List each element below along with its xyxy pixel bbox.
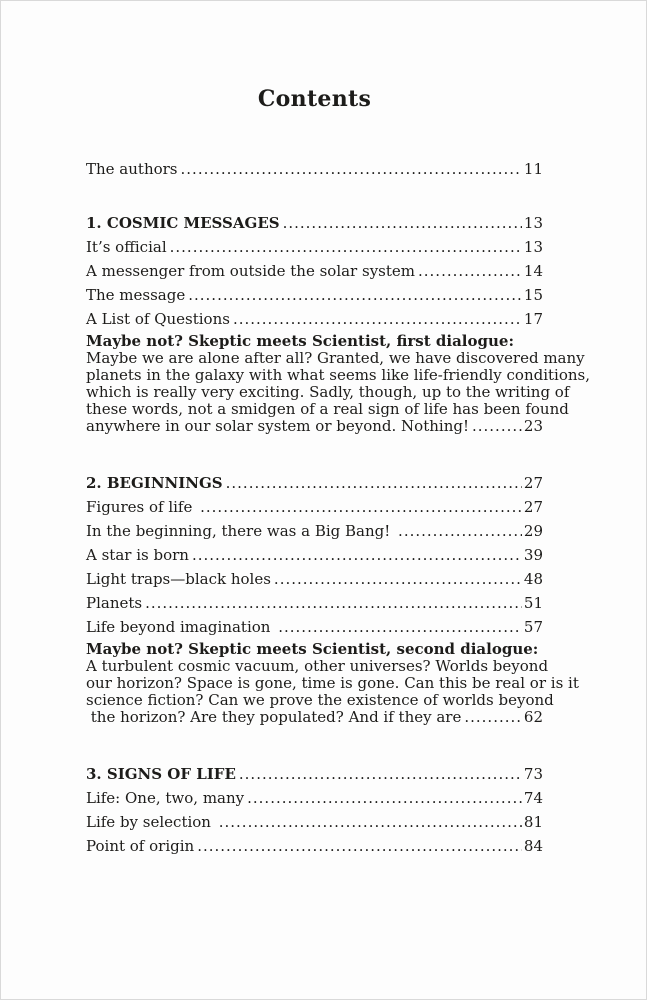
page-number: 81	[523, 813, 543, 831]
toc-entry-label: Life beyond imagination	[86, 618, 276, 636]
page-number: 14	[523, 262, 543, 280]
page-number: 11	[523, 160, 543, 178]
page-number: 39	[523, 546, 543, 564]
toc-entry	[86, 810, 543, 834]
toc-entry	[86, 567, 543, 591]
toc-section-heading	[86, 211, 543, 235]
page-number: 48	[523, 570, 543, 588]
front-matter	[86, 157, 543, 181]
toc-entry-label: Point of origin	[86, 837, 195, 855]
dialogue-last-line-label: anywhere in our solar system or beyond. Nothing!	[86, 417, 469, 435]
dot-leader	[398, 519, 522, 543]
dialogue-line: Maybe we are alone after all? Granted, we have discovered many	[86, 349, 585, 367]
page-number: 13	[523, 214, 543, 232]
dot-leader	[188, 283, 522, 307]
dot-leader	[233, 307, 522, 331]
dot-leader	[145, 591, 522, 615]
dialogue-line: these words, not a smidgen of a real sign of life has been found	[86, 400, 569, 418]
dot-leader	[464, 709, 522, 726]
dialogue-block	[86, 640, 579, 726]
toc-entry-label: A star is born	[86, 546, 189, 564]
dialogue-line: science fiction? Can we prove the existence of worlds beyond	[86, 691, 554, 709]
dialogue-last-line	[86, 418, 543, 435]
toc-entry	[86, 543, 543, 567]
toc-entry	[86, 591, 543, 615]
toc-entry-label: A messenger from outside the solar system	[86, 262, 415, 280]
toc-section-heading-label: 3. SIGNS OF LIFE	[86, 765, 236, 783]
toc-entry-label: Life: One, two, many	[86, 789, 245, 807]
dot-leader	[418, 259, 522, 283]
toc-section-heading-label: 1. COSMIC MESSAGES	[86, 214, 280, 232]
toc-section-heading	[86, 762, 543, 786]
toc-entry	[86, 495, 543, 519]
dot-leader	[274, 567, 522, 591]
dialogue-last-line-label: the horizon? Are they populated? And if they are	[86, 708, 462, 726]
toc-entry-label: A List of Questions	[86, 310, 230, 328]
toc-section	[86, 762, 543, 858]
dialogue-heading: Maybe not? Skeptic meets Scientist, second dialogue:	[86, 640, 539, 658]
toc-entry	[86, 307, 543, 331]
page-number: 27	[523, 498, 543, 516]
toc-entry-label: In the beginning, there was a Big Bang!	[86, 522, 396, 540]
dot-leader	[283, 211, 522, 235]
page-number: 13	[523, 238, 543, 256]
dot-leader	[219, 810, 522, 834]
page-title: Contents	[257, 86, 372, 112]
toc-entry-label: Planets	[86, 594, 143, 612]
page-number: 51	[523, 594, 543, 612]
toc-entry-label: Light traps—black holes	[86, 570, 271, 588]
table-of-contents	[86, 157, 590, 858]
dot-leader	[247, 786, 522, 810]
toc-entry-label: The authors	[86, 160, 178, 178]
page-number: 23	[523, 417, 543, 435]
toc-section	[86, 211, 590, 435]
dot-leader	[192, 543, 522, 567]
toc-section	[86, 471, 579, 726]
dialogue-line: which is really very exciting. Sadly, though, up to the writing of	[86, 383, 570, 401]
dialogue-block	[86, 332, 590, 435]
dot-leader	[200, 495, 522, 519]
toc-entry-label: The message	[86, 286, 186, 304]
dialogue-last-line	[86, 709, 543, 726]
page-number: 84	[523, 837, 543, 855]
dot-leader	[197, 834, 522, 858]
toc-section-heading	[86, 471, 543, 495]
toc-entry	[86, 235, 543, 259]
dot-leader	[278, 615, 522, 639]
toc-entry-label: It’s official	[86, 238, 167, 256]
dialogue-line: planets in the galaxy with what seems like life-friendly conditions,	[86, 366, 590, 384]
toc-section-heading-label: 2. BEGINNINGS	[86, 474, 223, 492]
toc-entry-label: Life by selection	[86, 813, 216, 831]
page-number: 74	[523, 789, 543, 807]
toc-entry	[86, 283, 543, 307]
toc-entry	[86, 786, 543, 810]
dot-leader	[181, 157, 522, 181]
page-number: 57	[523, 618, 543, 636]
toc-entry-label: Figures of life	[86, 498, 198, 516]
toc-entry	[86, 834, 543, 858]
page-number: 17	[523, 310, 543, 328]
page-number: 15	[523, 286, 543, 304]
page-number: 27	[523, 474, 543, 492]
toc-entry	[86, 615, 543, 639]
toc-entry	[86, 259, 543, 283]
dialogue-line: A turbulent cosmic vacuum, other universes? Worlds beyond	[86, 657, 549, 675]
dot-leader	[170, 235, 522, 259]
dialogue-line: our horizon? Space is gone, time is gone. Can this be real or is it	[86, 674, 579, 692]
dot-leader	[239, 762, 522, 786]
dot-leader	[472, 418, 522, 435]
page-number: 62	[523, 708, 543, 726]
page-number: 73	[523, 765, 543, 783]
toc-entry	[86, 157, 543, 181]
toc-entry	[86, 519, 543, 543]
page-number: 29	[523, 522, 543, 540]
dialogue-heading: Maybe not? Skeptic meets Scientist, first dialogue:	[86, 332, 514, 350]
dot-leader	[226, 471, 522, 495]
